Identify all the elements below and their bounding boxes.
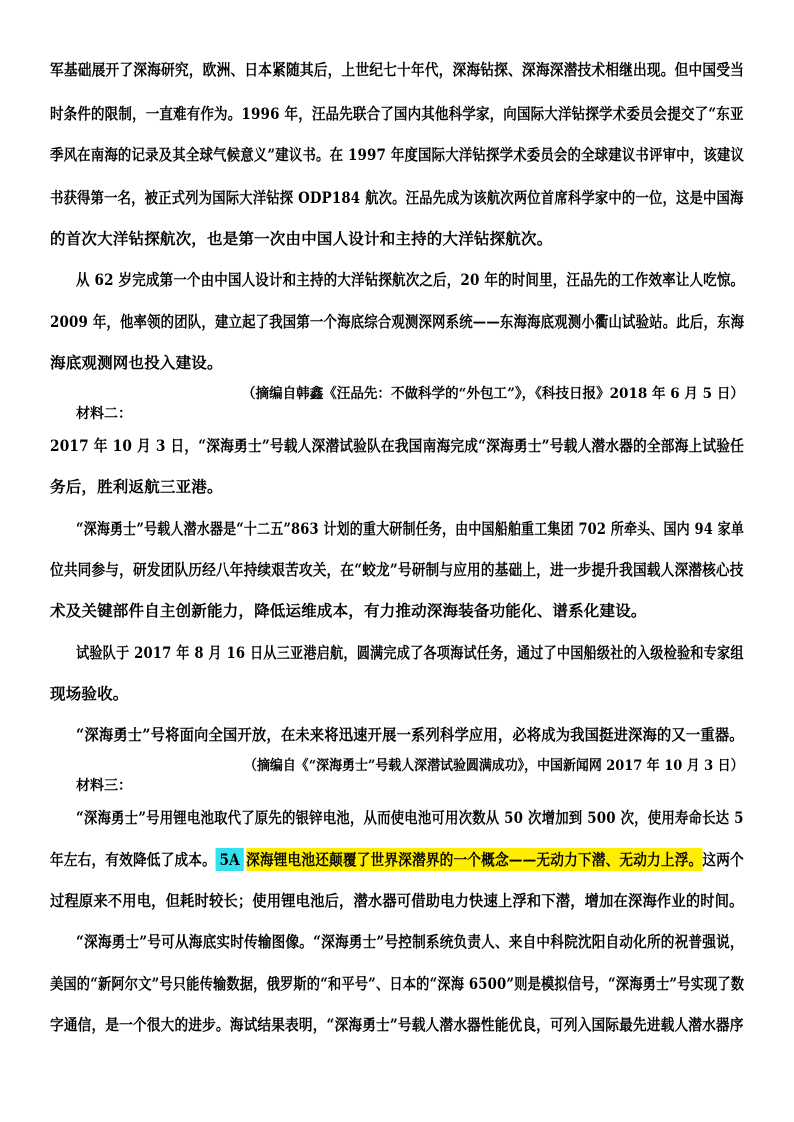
paragraph-line-highlighted — [50, 850, 744, 870]
source-citation: （摘编自《“深海勇士”号载人深潜试验圆满成功》，中国新闻网 2017 年 10 月 3 日） — [244, 758, 744, 774]
paragraph-line: 书获得第一名，被正式列为国际大洋钻探 ODP184 航次。汪品先成为该航次两位首席科学家中的一位，这是中国海 — [50, 188, 744, 207]
paragraph-line: 美国的“新阿尔文”号只能传输数据，俄罗斯的“和平号”、日本的“深海 6500”则是模拟信号，“深海勇士”号实现了数 — [50, 974, 745, 993]
paragraph-line: 过程原来不用电，但耗时较长；使用锂电池后，潜水器可借助电力快速上浮和下潜，增加在深海作业的时间。 — [50, 891, 744, 910]
paragraph-line: 从 62 岁完成第一个由中国人设计和主持的大洋钻探航次之后，20 年的时间里，汪品先的工作效率让人吃惊。 — [76, 270, 745, 289]
paragraph-line: 位共同参与，研发团队历经八年持续艰苦攻关，在“蛟龙”号研制与应用的基础上，进一步提升我国载人深潜核心技 — [50, 560, 744, 579]
paragraph-line: 字通信，是一个很大的进步。海试结果表明，“深海勇士”号载人潜水器性能优良，可列入国际最先进载人潜水器序 — [50, 1015, 744, 1034]
paragraph-line: 试验队于 2017 年 8 月 16 日从三亚港启航，圆满完成了各项海试任务，通过了中国船级社的入级检验和专家组 — [76, 643, 744, 662]
section-label: 材料三： — [76, 778, 132, 794]
paragraph-line: 2009 年，他率领的团队，建立起了我国第一个海底综合观测深网系统——东海海底观测小衢山试验站。此后，东海 — [50, 312, 745, 331]
line-text: 年左右，有效降低了成本。 — [50, 850, 216, 869]
paragraph-line: 2017 年 10 月 3 日，“深海勇士”号载人深潜试验队在我国南海完成“深海勇士”号载人潜水器的全部海上试验任 — [50, 436, 745, 455]
paragraph-line: 军基础展开了深海研究，欧洲、日本紧随其后，上世纪七十年代，深海钻探、深海深潜技术相继出现。但中国受当 — [50, 60, 745, 79]
line-text: 这两个 — [702, 850, 744, 869]
section-label: 材料二： — [76, 406, 132, 422]
paragraph-line: 的首次大洋钻探航次，也是第一次由中国人设计和主持的大洋钻探航次。 — [50, 229, 553, 248]
paragraph-line: 务后，胜利返航三亚港。 — [50, 477, 223, 496]
paragraph-line: “深海勇士”号用锂电池取代了原先的银锌电池，从而使电池可用次数从 50 次增加到 500 次，使用寿命长达 5 — [76, 808, 744, 827]
question-tag: 5A — [216, 848, 243, 871]
paragraph-line: 季风在南海的记录及其全球气候意义”建议书。在 1997 年度国际大洋钻探学术委员会的全球建议书评审中，该建议 — [50, 145, 745, 164]
paragraph-line: “深海勇士”号可从海底实时传输图像。“深海勇士”号控制系统负责人、来自中科院沈阳自动化所的祝普强说， — [76, 932, 744, 951]
paragraph-line: 时条件的限制，一直难有作为。1996 年，汪品先联合了国内其他科学家，向国际大洋钻探学术委员会提交了“东亚 — [50, 104, 744, 123]
paragraph-line: 术及关键部件自主创新能力，降低运维成本，有力推动深海装备功能化、谱系化建设。 — [50, 601, 647, 620]
paragraph-line: 海底观测网也投入建设。 — [50, 353, 223, 372]
paragraph-line: 现场验收。 — [50, 684, 129, 703]
paragraph-line: “深海勇士”号载人潜水器是“十二五”863 计划的重大研制任务，由中国船舶重工集团 702 所牵头、国内 94 家单 — [76, 519, 745, 538]
source-citation: （摘编自韩鑫《汪品先：不做科学的“外包工”》，《科技日报》2018 年 6 月 5 日） — [242, 386, 744, 402]
highlighted-text: 深海锂电池还颠覆了世界深潜界的一个概念——无动力下潜、无动力上浮。 — [246, 850, 703, 869]
paragraph-line: “深海勇士”号将面向全国开放，在未来将迅速开展一系列科学应用，必将成为我国挺进深海的又一重器。 — [76, 725, 744, 744]
